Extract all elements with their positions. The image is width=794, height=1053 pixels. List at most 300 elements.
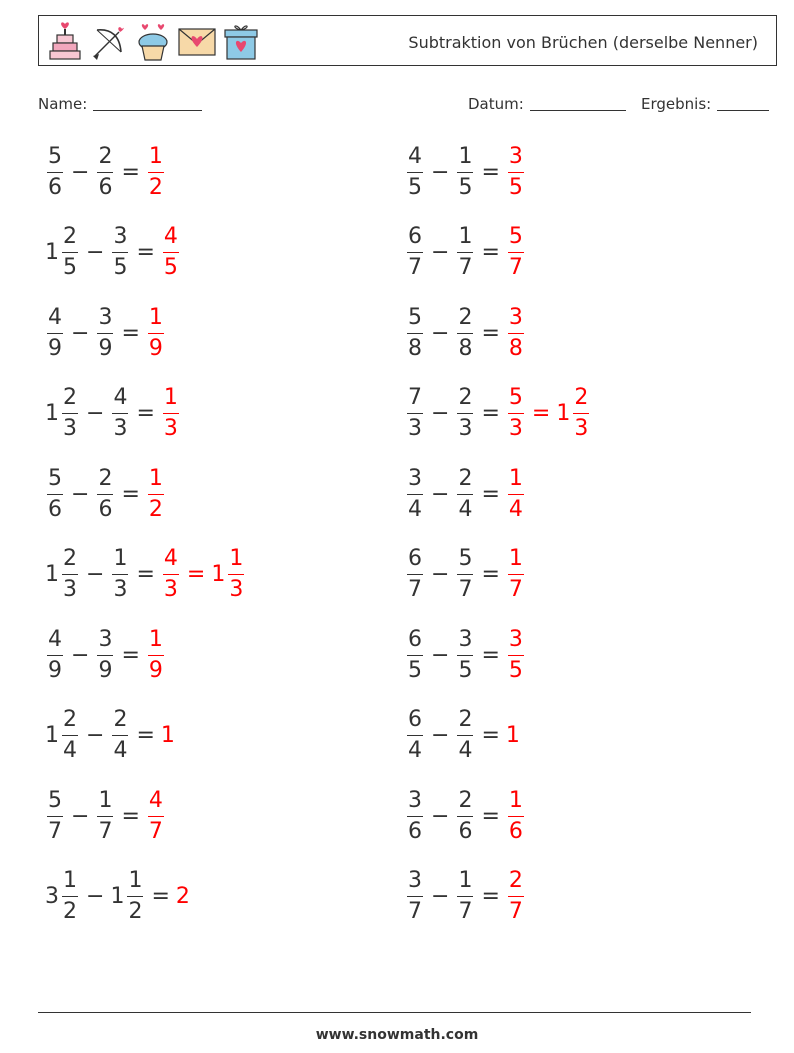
- subtrahend-denominator: 2: [128, 899, 143, 924]
- answer-fraction: [508, 466, 524, 523]
- subtrahend-fraction: [127, 868, 143, 925]
- minuend-fraction-bar: [47, 494, 63, 495]
- minuend-fraction-bar: [62, 896, 78, 897]
- problem-item: [45, 623, 166, 687]
- love-letter-icon: [177, 20, 217, 62]
- answer-numerator: 3: [508, 304, 523, 330]
- minus-sign: −: [71, 320, 90, 346]
- minuend-denominator: 9: [48, 657, 62, 683]
- subtrahend-denominator: 3: [113, 416, 128, 441]
- minuend-fraction-bar: [62, 735, 78, 736]
- answer-denominator: 9: [148, 657, 163, 683]
- minuend-whole-number: 1: [45, 401, 59, 426]
- minus-sign: −: [86, 240, 105, 265]
- minuend-fraction-bar: [407, 574, 423, 575]
- problem-item: [45, 301, 166, 365]
- answer: [176, 884, 191, 909]
- minuend-fraction-bar: [47, 333, 63, 334]
- minuend-fraction: [62, 868, 78, 925]
- answer-denominator: 5: [508, 174, 523, 200]
- subtrahend-fraction-bar: [457, 172, 473, 173]
- subtrahend-numerator: 2: [458, 707, 473, 732]
- minuend-denominator: 5: [63, 255, 77, 280]
- minuend-fraction-bar: [407, 172, 423, 173]
- problem-item: [45, 140, 166, 204]
- answer-fraction-bar: [163, 252, 179, 253]
- minus-sign: −: [431, 803, 450, 829]
- subtrahend-fraction-bar: [457, 896, 473, 897]
- answer-fraction: [163, 224, 179, 281]
- subtrahend-fraction: [457, 144, 473, 201]
- equals-sign: =: [481, 723, 500, 748]
- minuend-fraction: [407, 707, 423, 764]
- subtrahend-numerator: 1: [98, 787, 113, 813]
- answer-whole-number: 1: [505, 723, 520, 748]
- subtrahend-denominator: 4: [458, 738, 473, 763]
- answer-denominator: 7: [508, 899, 523, 924]
- answer-fraction-bar: [148, 816, 164, 817]
- minuend-denominator: 4: [408, 738, 422, 763]
- minuend-numerator: 2: [63, 707, 77, 732]
- minuend-fraction: [407, 788, 423, 845]
- minuend-numerator: 2: [63, 224, 77, 249]
- subtrahend-fraction-bar: [112, 735, 128, 736]
- subtrahend-denominator: 5: [458, 657, 473, 683]
- minus-sign: −: [86, 884, 105, 909]
- answer: [506, 466, 526, 523]
- mixed-answer-fraction: [228, 546, 244, 603]
- subtrahend-denominator: 6: [458, 818, 473, 844]
- answer-numerator: 1: [148, 143, 163, 169]
- answer-fraction: [148, 466, 164, 523]
- subtrahend-numerator: 2: [98, 143, 113, 169]
- subtrahend-fraction: [112, 385, 128, 442]
- subtrahend-denominator: 3: [458, 416, 473, 441]
- subtrahend-fraction: [97, 466, 113, 523]
- minuend-fraction-bar: [407, 333, 423, 334]
- answer-fraction: [163, 546, 179, 603]
- cupid-bow-icon: [89, 20, 129, 62]
- mixed-answer-whole-number: 1: [556, 401, 571, 426]
- subtrahend-numerator: 1: [458, 868, 473, 893]
- minuend-fraction-bar: [47, 172, 63, 173]
- minuend-fraction-bar: [407, 655, 423, 656]
- answer-fraction-bar: [508, 574, 524, 575]
- subtrahend-denominator: 9: [98, 657, 113, 683]
- problem-item: [405, 462, 526, 526]
- answer-denominator: 3: [163, 416, 178, 441]
- answer-denominator: 7: [508, 577, 523, 602]
- minuend-fraction-bar: [47, 816, 63, 817]
- subtrahend-numerator: 3: [458, 626, 473, 652]
- equals-sign: =: [121, 159, 140, 185]
- subtrahend-fraction-bar: [457, 252, 473, 253]
- subtrahend-fraction: [112, 707, 128, 764]
- minus-sign: −: [71, 481, 90, 507]
- answer-fraction-bar: [508, 896, 524, 897]
- minuend-numerator: 3: [408, 465, 422, 491]
- minuend-fraction: [62, 707, 78, 764]
- subtrahend-fraction: [97, 144, 113, 201]
- answer: [146, 144, 166, 201]
- minuend-fraction: [47, 627, 63, 684]
- answer-denominator: 5: [163, 255, 178, 280]
- subtrahend-denominator: 4: [458, 496, 473, 522]
- minuend-denominator: 2: [63, 899, 77, 924]
- minuend-fraction-bar: [407, 816, 423, 817]
- minuend-fraction-bar: [47, 655, 63, 656]
- subtrahend-whole-number: 1: [110, 884, 125, 909]
- date-blank[interactable]: [530, 94, 626, 111]
- minuend-fraction-bar: [407, 896, 423, 897]
- answer-fraction-bar: [148, 333, 164, 334]
- subtrahend-fraction: [457, 466, 473, 523]
- minus-sign: −: [431, 481, 450, 507]
- minuend-denominator: 3: [63, 416, 77, 441]
- problem-item: [45, 704, 176, 768]
- mixed-answer-denominator: 3: [229, 577, 244, 602]
- minuend-denominator: 6: [408, 818, 422, 844]
- minuend-numerator: 3: [408, 787, 422, 813]
- cake-icon: [45, 20, 85, 62]
- answer: [506, 224, 526, 281]
- minus-sign: −: [86, 562, 105, 587]
- subtrahend-denominator: 6: [98, 496, 113, 522]
- mixed-answer-whole-number: 1: [211, 562, 226, 587]
- equals-sign: =: [121, 642, 140, 668]
- answer-denominator: 2: [148, 496, 163, 522]
- minuend-fraction: [407, 305, 423, 362]
- answer: [506, 788, 526, 845]
- minuend-numerator: 5: [48, 143, 62, 169]
- minuend-numerator: 5: [48, 465, 62, 491]
- problem-item: [45, 221, 181, 285]
- answer: [146, 305, 166, 362]
- answer-fraction: [148, 305, 164, 362]
- answer-fraction: [148, 144, 164, 201]
- answer-fraction: [508, 224, 524, 281]
- answer-denominator: 7: [508, 255, 523, 280]
- minus-sign: −: [431, 562, 450, 587]
- subtrahend-fraction-bar: [97, 333, 113, 334]
- equals-sign: =: [481, 240, 500, 265]
- date-field: [468, 94, 626, 113]
- subtrahend-numerator: 2: [458, 304, 473, 330]
- answer: [146, 466, 166, 523]
- problem-item: [405, 704, 521, 768]
- minus-sign: −: [71, 159, 90, 185]
- answer-denominator: 7: [148, 818, 163, 844]
- worksheet-header: [38, 15, 777, 66]
- answer: [506, 546, 526, 603]
- minuend-denominator: 3: [63, 577, 77, 602]
- minuend-denominator: 7: [408, 255, 422, 280]
- minuend-denominator: 5: [408, 657, 422, 683]
- subtrahend-numerator: 2: [98, 465, 113, 491]
- answer-fraction-bar: [508, 494, 524, 495]
- answer-fraction: [163, 385, 179, 442]
- minus-sign: −: [431, 159, 450, 185]
- answer-numerator: 1: [508, 787, 523, 813]
- subtrahend-fraction: [112, 224, 128, 281]
- answer-denominator: 3: [163, 577, 178, 602]
- answer-denominator: 6: [508, 818, 523, 844]
- minuend-numerator: 4: [48, 304, 62, 330]
- answer: [146, 788, 166, 845]
- subtrahend-numerator: 3: [98, 304, 113, 330]
- minuend-fraction: [407, 385, 423, 442]
- minuend-fraction: [407, 627, 423, 684]
- minus-sign: −: [86, 401, 105, 426]
- subtrahend-fraction-bar: [97, 172, 113, 173]
- equals-sign: =: [136, 401, 155, 426]
- subtrahend-fraction-bar: [97, 816, 113, 817]
- minuend-denominator: 7: [408, 577, 422, 602]
- minuend-numerator: 6: [408, 546, 422, 571]
- minus-sign: −: [71, 803, 90, 829]
- subtrahend-numerator: 2: [458, 787, 473, 813]
- subtrahend-numerator: 1: [128, 868, 143, 893]
- problem-item: [45, 462, 166, 526]
- answer-fraction-bar: [148, 494, 164, 495]
- minuend-numerator: 5: [408, 304, 422, 330]
- equals-sign: =: [481, 159, 500, 185]
- answer-whole-number: 2: [175, 884, 190, 909]
- subtrahend-fraction: [457, 305, 473, 362]
- name-label: Name:: [38, 95, 88, 113]
- subtrahend-fraction: [457, 868, 473, 925]
- minuend-denominator: 7: [408, 899, 422, 924]
- problem-item: [405, 543, 526, 607]
- subtrahend-fraction: [97, 305, 113, 362]
- answer-numerator: 4: [148, 787, 163, 813]
- minuend-denominator: 4: [408, 496, 422, 522]
- answer: [161, 723, 176, 748]
- minuend-denominator: 3: [408, 416, 422, 441]
- answer-denominator: 8: [508, 335, 523, 361]
- result-blank[interactable]: [717, 94, 769, 111]
- answer-fraction-bar: [508, 413, 524, 414]
- answer-numerator: 1: [148, 304, 163, 330]
- subtrahend-fraction: [97, 627, 113, 684]
- minuend-numerator: 7: [408, 385, 422, 410]
- minuend-numerator: 5: [48, 787, 62, 813]
- minus-sign: −: [431, 320, 450, 346]
- subtrahend-numerator: 3: [113, 224, 128, 249]
- problem-item: [45, 784, 166, 848]
- answer-fraction: [508, 144, 524, 201]
- minuend-fraction: [62, 546, 78, 603]
- minuend-denominator: 6: [48, 174, 62, 200]
- equals-sign: =: [481, 642, 500, 668]
- problem-item: [405, 140, 526, 204]
- minuend-fraction: [62, 224, 78, 281]
- subtrahend-fraction: [457, 546, 473, 603]
- mixed-answer-numerator: 1: [229, 546, 244, 571]
- equals-sign: =: [481, 562, 500, 587]
- minuend-fraction-bar: [407, 252, 423, 253]
- answer-numerator: 4: [163, 224, 178, 249]
- problem-item: [405, 784, 526, 848]
- answer-fraction: [508, 627, 524, 684]
- equals-sign: =: [481, 481, 500, 507]
- answer-denominator: 3: [508, 416, 523, 441]
- gift-icon: [221, 20, 261, 62]
- minuend-fraction: [47, 305, 63, 362]
- minuend-fraction: [407, 868, 423, 925]
- subtrahend-numerator: 5: [458, 546, 473, 571]
- minuend-numerator: 3: [408, 868, 422, 893]
- minuend-whole-number: 3: [45, 884, 59, 909]
- problem-item: [405, 382, 591, 446]
- answer-fraction: [508, 868, 524, 925]
- header-icons: [45, 20, 261, 62]
- footer-site: www.snowmath.com: [315, 1027, 479, 1043]
- answer-fraction-bar: [508, 252, 524, 253]
- subtrahend-denominator: 3: [113, 577, 128, 602]
- subtrahend-fraction-bar: [97, 655, 113, 656]
- subtrahend-fraction-bar: [457, 494, 473, 495]
- subtrahend-numerator: 1: [458, 143, 473, 169]
- minuend-fraction: [407, 546, 423, 603]
- subtrahend-fraction-bar: [457, 574, 473, 575]
- answer-denominator: 5: [508, 657, 523, 683]
- minuend-denominator: 8: [408, 335, 422, 361]
- minuend-numerator: 1: [63, 868, 77, 893]
- subtrahend-denominator: 6: [98, 174, 113, 200]
- equals-sign: =: [481, 320, 500, 346]
- minuend-denominator: 4: [63, 738, 77, 763]
- subtrahend-denominator: 7: [458, 899, 473, 924]
- subtrahend-fraction-bar: [112, 574, 128, 575]
- problem-item: [405, 221, 526, 285]
- answer-numerator: 5: [508, 385, 523, 410]
- answer-fraction: [508, 385, 524, 442]
- minus-sign: −: [431, 642, 450, 668]
- subtrahend-denominator: 5: [113, 255, 128, 280]
- mixed-answer-numerator: 2: [574, 385, 589, 410]
- answer-fraction-bar: [148, 172, 164, 173]
- equals-sign: =: [136, 240, 155, 265]
- minuend-numerator: 4: [48, 626, 62, 652]
- subtrahend-numerator: 1: [458, 224, 473, 249]
- mixed-answer-fraction-bar: [228, 574, 244, 575]
- answer-numerator: 5: [508, 224, 523, 249]
- subtrahend-denominator: 7: [458, 255, 473, 280]
- answer-equals-sign: =: [186, 562, 206, 587]
- equals-sign: =: [136, 723, 155, 748]
- minuend-fraction-bar: [407, 413, 423, 414]
- minuend-denominator: 5: [408, 174, 422, 200]
- subtrahend-fraction-bar: [127, 896, 143, 897]
- mixed-answer-fraction: [573, 385, 589, 442]
- minus-sign: −: [71, 642, 90, 668]
- subtrahend-fraction-bar: [112, 252, 128, 253]
- answer: [161, 546, 246, 603]
- equals-sign: =: [121, 481, 140, 507]
- minuend-numerator: 2: [63, 546, 77, 571]
- subtrahend-numerator: 2: [458, 385, 473, 410]
- problem-item: [45, 382, 181, 446]
- minuend-whole-number: 1: [45, 240, 59, 265]
- minuend-denominator: 9: [48, 335, 62, 361]
- subtrahend-denominator: 9: [98, 335, 113, 361]
- problem-item: [405, 301, 526, 365]
- result-label: Ergebnis:: [641, 95, 712, 113]
- subtrahend-fraction-bar: [457, 735, 473, 736]
- minuend-fraction-bar: [407, 494, 423, 495]
- minus-sign: −: [431, 723, 450, 748]
- name-blank[interactable]: [93, 94, 202, 111]
- equals-sign: =: [121, 803, 140, 829]
- subtrahend-fraction: [457, 707, 473, 764]
- answer-fraction: [508, 788, 524, 845]
- answer: [506, 385, 591, 442]
- minuend-fraction: [47, 788, 63, 845]
- subtrahend-fraction: [457, 385, 473, 442]
- subtrahend-fraction-bar: [457, 816, 473, 817]
- problem-item: [405, 865, 526, 929]
- equals-sign: =: [481, 803, 500, 829]
- answer-numerator: 3: [508, 626, 523, 652]
- minuend-numerator: 6: [408, 626, 422, 652]
- answer-fraction: [148, 627, 164, 684]
- answer-numerator: 1: [508, 546, 523, 571]
- answer-numerator: 1: [163, 385, 178, 410]
- minuend-fraction: [407, 224, 423, 281]
- answer-numerator: 1: [508, 465, 523, 491]
- answer-fraction: [508, 546, 524, 603]
- minuend-fraction: [407, 144, 423, 201]
- subtrahend-fraction-bar: [457, 413, 473, 414]
- minuend-numerator: 2: [63, 385, 77, 410]
- subtrahend-denominator: 4: [113, 738, 128, 763]
- subtrahend-fraction-bar: [457, 655, 473, 656]
- footer-divider: [38, 1012, 751, 1013]
- minuend-fraction: [47, 466, 63, 523]
- answer-fraction-bar: [508, 655, 524, 656]
- subtrahend-fraction-bar: [112, 413, 128, 414]
- answer-denominator: 9: [148, 335, 163, 361]
- equals-sign: =: [151, 884, 170, 909]
- cupcake-icon: [133, 20, 173, 62]
- subtrahend-fraction: [97, 788, 113, 845]
- subtrahend-denominator: 5: [458, 174, 473, 200]
- minuend-fraction-bar: [62, 574, 78, 575]
- answer: [506, 868, 526, 925]
- subtrahend-numerator: 4: [113, 385, 128, 410]
- result-field: [641, 94, 769, 113]
- minus-sign: −: [431, 240, 450, 265]
- mixed-answer-fraction-bar: [573, 413, 589, 414]
- answer-numerator: 1: [148, 465, 163, 491]
- subtrahend-denominator: 8: [458, 335, 473, 361]
- problem-item: [45, 543, 246, 607]
- minuend-fraction-bar: [62, 252, 78, 253]
- mixed-answer-denominator: 3: [574, 416, 589, 441]
- answer-fraction-bar: [163, 574, 179, 575]
- minus-sign: −: [431, 401, 450, 426]
- subtrahend-numerator: 3: [98, 626, 113, 652]
- worksheet-title: Subtraktion von Brüchen (derselbe Nenner): [408, 33, 758, 52]
- equals-sign: =: [481, 401, 500, 426]
- minuend-fraction: [47, 144, 63, 201]
- answer-fraction-bar: [148, 655, 164, 656]
- subtrahend-numerator: 2: [113, 707, 128, 732]
- answer-fraction-bar: [508, 172, 524, 173]
- answer: [161, 224, 181, 281]
- answer-numerator: 2: [508, 868, 523, 893]
